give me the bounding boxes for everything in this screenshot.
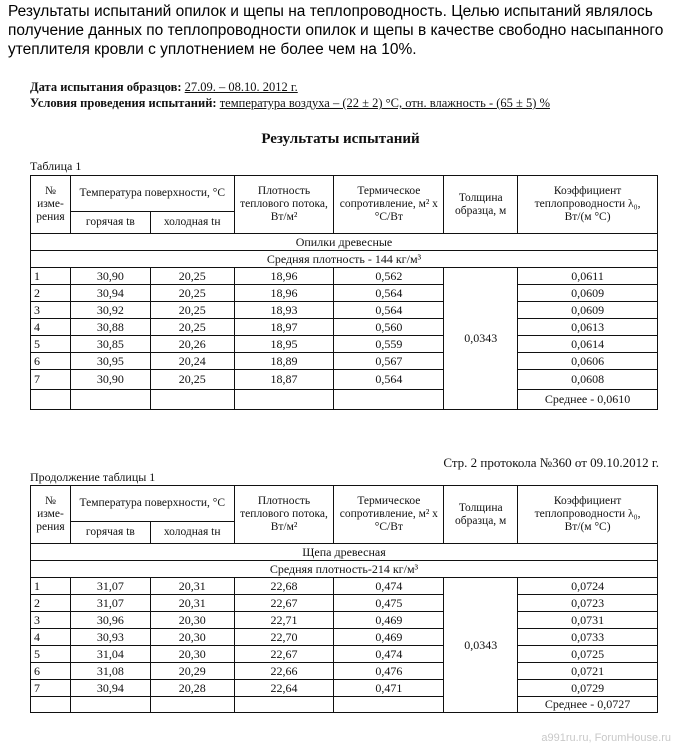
header-cold: холодная tн [150, 522, 234, 544]
cell-resistance: 0,469 [334, 612, 444, 629]
cell-hot: 30,92 [70, 302, 150, 319]
table-row [31, 268, 658, 285]
cell-conductivity: 0,0731 [518, 612, 658, 629]
cell-conductivity: 0,0609 [518, 302, 658, 319]
cell-resistance: 0,564 [334, 285, 444, 302]
table-row [31, 629, 658, 646]
section-density: Средняя плотность - 144 кг/м³ [31, 251, 658, 268]
cell-number: 3 [31, 612, 71, 629]
cell-resistance: 0,474 [334, 646, 444, 663]
table-row [31, 680, 658, 697]
cell-flux: 22,64 [234, 680, 334, 697]
cell-hot: 30,96 [70, 612, 150, 629]
cell-conductivity: 0,0724 [518, 578, 658, 595]
cell-cold: 20,29 [150, 663, 234, 680]
cell-number: 5 [31, 646, 71, 663]
table-row [31, 578, 658, 595]
cell-conductivity: 0,0723 [518, 595, 658, 612]
table-row [31, 319, 658, 336]
test-conditions-line [30, 96, 550, 111]
cell-cold: 20,30 [150, 646, 234, 663]
header-temperature: Температура поверхности, °С [70, 486, 234, 522]
cell-hot: 30,90 [70, 370, 150, 390]
cell-cold: 20,25 [150, 302, 234, 319]
cell-conductivity: 0,0725 [518, 646, 658, 663]
cell-number: 6 [31, 663, 71, 680]
header-heat-flux: Плотность теплового потока, Вт/м² [234, 176, 334, 234]
table-row [31, 646, 658, 663]
cell-cold: 20,24 [150, 353, 234, 370]
watermark: a991ru.ru, ForumHouse.ru [541, 732, 671, 744]
cell-flux: 22,71 [234, 612, 334, 629]
header-conductivity: Коэффициент теплопроводности λ₀, Вт/(м °С) [518, 176, 658, 234]
cell-resistance: 0,469 [334, 629, 444, 646]
cell-flux: 18,93 [234, 302, 334, 319]
cell-flux: 18,96 [234, 285, 334, 302]
cell-hot: 31,07 [70, 578, 150, 595]
cell-conductivity: 0,0721 [518, 663, 658, 680]
cell-resistance: 0,471 [334, 680, 444, 697]
section-title: Щепа древесная [31, 544, 658, 561]
cell-resistance: 0,567 [334, 353, 444, 370]
intro-text: Результаты испытаний опилок и щепы на теплопроводность. Целью испытаний являлось получение данных по теплопроводности опилок и щепы в качестве свободно насыпанного утеплителя кровли с уплотнением не более чем на 10%. [8, 3, 664, 58]
cell-resistance: 0,474 [334, 578, 444, 595]
table-row [31, 612, 658, 629]
cell-cold: 20,30 [150, 612, 234, 629]
page-reference: Стр. 2 протокола №360 от 09.10.2012 г. [443, 455, 659, 470]
cell-number: 7 [31, 680, 71, 697]
cell-flux: 18,97 [234, 319, 334, 336]
cell-flux: 22,70 [234, 629, 334, 646]
table-row [31, 302, 658, 319]
cell-flux: 22,67 [234, 595, 334, 612]
header-thickness: Толщина образца, м [444, 486, 518, 544]
cell-conductivity: 0,0606 [518, 353, 658, 370]
cell-number: 5 [31, 336, 71, 353]
cell-number: 1 [31, 268, 71, 285]
header-thermal-resistance: Термическое сопротивление, м² х °С/Вт [334, 176, 444, 234]
cell-resistance: 0,476 [334, 663, 444, 680]
results-table-sawdust [30, 175, 658, 410]
header-heat-flux: Плотность теплового потока, Вт/м² [234, 486, 334, 544]
cell-conductivity: 0,0729 [518, 680, 658, 697]
cell-number: 2 [31, 285, 71, 302]
cell-number: 1 [31, 578, 71, 595]
cell-hot: 31,04 [70, 646, 150, 663]
table-row [31, 370, 658, 390]
cell-flux: 18,96 [234, 268, 334, 285]
table-row [31, 595, 658, 612]
cell-hot: 30,93 [70, 629, 150, 646]
header-hot: горячая tв [70, 522, 150, 544]
header-hot: горячая tв [70, 212, 150, 234]
cell-thickness: 0,0343 [444, 578, 518, 713]
section-title: Опилки древесные [31, 234, 658, 251]
cell-number: 3 [31, 302, 71, 319]
cell-cold: 20,31 [150, 578, 234, 595]
test-date-value: 27.09. – 08.10. 2012 г. [184, 80, 298, 94]
cell-hot: 31,07 [70, 595, 150, 612]
cell-conductivity: 0,0608 [518, 370, 658, 390]
cell-cold: 20,25 [150, 370, 234, 390]
cell-conductivity: 0,0613 [518, 319, 658, 336]
header-cold: холодная tн [150, 212, 234, 234]
cell-conductivity: 0,0609 [518, 285, 658, 302]
cell-cold: 20,31 [150, 595, 234, 612]
cell-flux: 22,67 [234, 646, 334, 663]
cell-flux: 22,66 [234, 663, 334, 680]
cell-hot: 30,95 [70, 353, 150, 370]
cell-number: 7 [31, 370, 71, 390]
cell-flux: 18,87 [234, 370, 334, 390]
header-number: № изме-рения [31, 176, 71, 234]
cell-flux: 18,89 [234, 353, 334, 370]
cell-cold: 20,25 [150, 285, 234, 302]
table-row [31, 663, 658, 680]
cell-number: 4 [31, 629, 71, 646]
average-value: Среднее - 0,0610 [518, 390, 658, 410]
table-row [31, 353, 658, 370]
header-number: № изме-рения [31, 486, 71, 544]
section-density: Средняя плотность-214 кг/м³ [31, 561, 658, 578]
cell-flux: 18,95 [234, 336, 334, 353]
cell-cold: 20,25 [150, 319, 234, 336]
cell-resistance: 0,562 [334, 268, 444, 285]
cell-resistance: 0,475 [334, 595, 444, 612]
cell-resistance: 0,564 [334, 370, 444, 390]
test-date-line [30, 80, 298, 95]
cell-number: 4 [31, 319, 71, 336]
cell-hot: 30,94 [70, 680, 150, 697]
cell-flux: 22,68 [234, 578, 334, 595]
test-date-label: Дата испытания образцов: [30, 80, 182, 94]
header-thermal-resistance: Термическое сопротивление, м² х °С/Вт [334, 486, 444, 544]
cell-conductivity: 0,0611 [518, 268, 658, 285]
cell-cold: 20,25 [150, 268, 234, 285]
cell-thickness: 0,0343 [444, 268, 518, 410]
cell-resistance: 0,560 [334, 319, 444, 336]
test-conditions-value: температура воздуха – (22 ± 2) °С, отн. влажность - (65 ± 5) % [219, 96, 550, 110]
table-row [31, 285, 658, 302]
cell-conductivity: 0,0733 [518, 629, 658, 646]
cell-hot: 30,94 [70, 285, 150, 302]
cell-cold: 20,30 [150, 629, 234, 646]
cell-resistance: 0,559 [334, 336, 444, 353]
cell-cold: 20,26 [150, 336, 234, 353]
cell-cold: 20,28 [150, 680, 234, 697]
test-conditions-label: Условия проведения испытаний: [30, 96, 217, 110]
cell-number: 2 [31, 595, 71, 612]
average-value: Среднее - 0,0727 [518, 697, 658, 713]
cell-number: 6 [31, 353, 71, 370]
cell-hot: 30,85 [70, 336, 150, 353]
cell-hot: 30,88 [70, 319, 150, 336]
cell-hot: 30,90 [70, 268, 150, 285]
table1-caption: Таблица 1 [30, 159, 82, 173]
table2-caption: Продолжение таблицы 1 [30, 470, 156, 484]
cell-conductivity: 0,0614 [518, 336, 658, 353]
header-conductivity: Коэффициент теплопроводности λ₀, Вт/(м °С) [518, 486, 658, 544]
table-row [31, 336, 658, 353]
cell-hot: 31,08 [70, 663, 150, 680]
header-temperature: Температура поверхности, °С [70, 176, 234, 212]
cell-resistance: 0,564 [334, 302, 444, 319]
results-table-wood-chips [30, 485, 658, 713]
results-heading: Результаты испытаний [261, 131, 420, 147]
header-thickness: Толщина образца, м [444, 176, 518, 234]
